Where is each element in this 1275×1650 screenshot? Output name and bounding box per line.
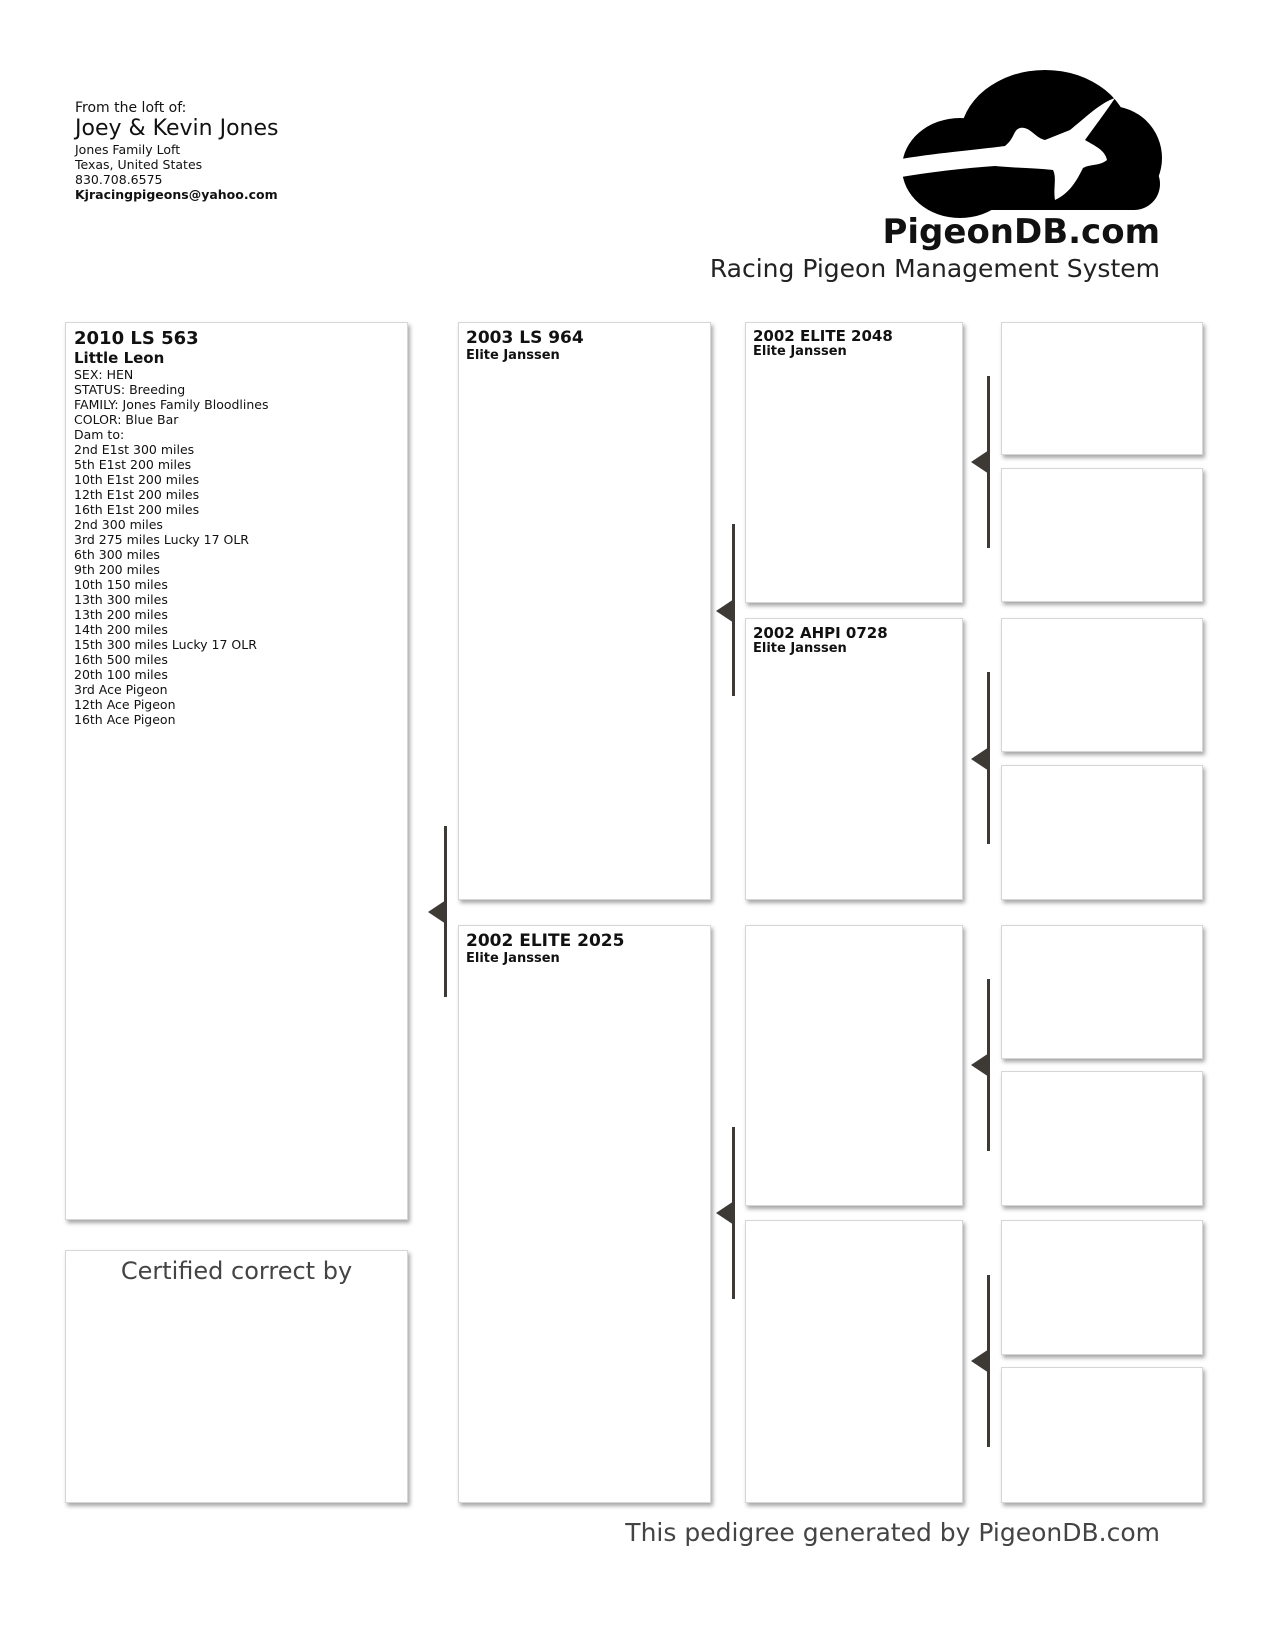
dam-sire-card: [745, 925, 963, 1206]
brand-tagline: Racing Pigeon Management System: [709, 254, 1160, 283]
loft-location: Texas, United States: [75, 157, 203, 172]
dam-card: [458, 925, 711, 1503]
subject-detail-line: 10th 150 miles: [74, 577, 168, 592]
subject-detail-line: SEX: HEN: [74, 367, 134, 382]
loft-header: From the loft of:: [75, 100, 187, 116]
subject-detail-line: 6th 300 miles: [74, 547, 160, 562]
great-grandparent-card-6: [1001, 1071, 1203, 1206]
subject-detail-line: 12th Ace Pigeon: [74, 697, 176, 712]
loft-owner-name: Joey & Kevin Jones: [75, 116, 279, 141]
subject-details: [74, 367, 399, 727]
certified-label: Certified correct by: [120, 1257, 353, 1285]
subject-detail-line: 15th 300 miles Lucky 17 OLR: [74, 637, 257, 652]
subject-detail-line: 12th E1st 200 miles: [74, 487, 200, 502]
subject-detail-line: 16th Ace Pigeon: [74, 712, 176, 727]
certified-card: [65, 1250, 408, 1503]
subject-detail-line: 13th 200 miles: [74, 607, 168, 622]
subject-detail-line: 5th E1st 200 miles: [74, 457, 192, 472]
arrow-gp-2: [971, 747, 989, 771]
sire-name: Elite Janssen: [466, 348, 560, 363]
subject-detail-line: 3rd 275 miles Lucky 17 OLR: [74, 532, 249, 547]
great-grandparent-card-2: [1001, 468, 1203, 602]
sire-sire-card: [745, 322, 963, 603]
subject-detail-line: 10th E1st 200 miles: [74, 472, 200, 487]
subject-card: [65, 322, 408, 1220]
loft-name: Jones Family Loft: [75, 142, 181, 157]
sire-card: [458, 322, 711, 900]
great-grandparent-card-5: [1001, 925, 1203, 1059]
subject-detail-line: 16th E1st 200 miles: [74, 502, 200, 517]
subject-detail-line: 2nd E1st 300 miles: [74, 442, 195, 457]
subject-detail-line: Dam to:: [74, 427, 125, 442]
loft-phone: 830.708.6575: [75, 172, 163, 187]
great-grandparent-card-1: [1001, 322, 1203, 455]
subject-detail-line: 16th 500 miles: [74, 652, 168, 667]
subject-detail-line: 14th 200 miles: [74, 622, 168, 637]
cloud-pigeon-icon: [895, 68, 1165, 218]
sire-dam-card: [745, 618, 963, 900]
loft-email: Kjracingpigeons@yahoo.com: [75, 187, 278, 202]
subject-detail-line: 13th 300 miles: [74, 592, 168, 607]
dam-name: Elite Janssen: [466, 951, 560, 966]
great-grandparent-card-4: [1001, 765, 1203, 900]
dam-dam-card: [745, 1220, 963, 1503]
subject-detail-line: COLOR: Blue Bar: [74, 412, 179, 427]
sire-dam-name: Elite Janssen: [753, 641, 847, 656]
subject-detail-line: 2nd 300 miles: [74, 517, 163, 532]
dam-ring: 2002 ELITE 2025: [466, 931, 625, 951]
subject-name: Little Leon: [74, 349, 165, 367]
arrow-gp-1: [971, 450, 989, 474]
brand-name: PigeonDB.com: [882, 212, 1160, 252]
sire-dam-ring: 2002 AHPI 0728: [753, 624, 888, 642]
sire-ring: 2003 LS 964: [466, 328, 584, 348]
great-grandparent-card-3: [1001, 618, 1203, 752]
arrow-subject: [428, 900, 446, 924]
great-grandparent-card-7: [1001, 1220, 1203, 1355]
subject-detail-line: STATUS: Breeding: [74, 382, 186, 397]
sire-sire-name: Elite Janssen: [753, 344, 847, 359]
brand-logo: [895, 68, 1165, 218]
subject-detail-line: FAMILY: Jones Family Bloodlines: [74, 397, 269, 412]
arrow-sire: [716, 599, 734, 623]
arrow-dam: [716, 1201, 734, 1225]
arrow-gp-4: [971, 1349, 989, 1373]
sire-sire-ring: 2002 ELITE 2048: [753, 327, 893, 345]
loft-info: [75, 100, 278, 202]
subject-detail-line: 3rd Ace Pigeon: [74, 682, 168, 697]
subject-ring: 2010 LS 563: [74, 328, 199, 349]
arrow-gp-3: [971, 1053, 989, 1077]
great-grandparent-card-8: [1001, 1367, 1203, 1503]
footer-text: This pedigree generated by PigeonDB.com: [625, 1518, 1160, 1547]
subject-detail-line: 9th 200 miles: [74, 562, 160, 577]
subject-detail-line: 20th 100 miles: [74, 667, 168, 682]
